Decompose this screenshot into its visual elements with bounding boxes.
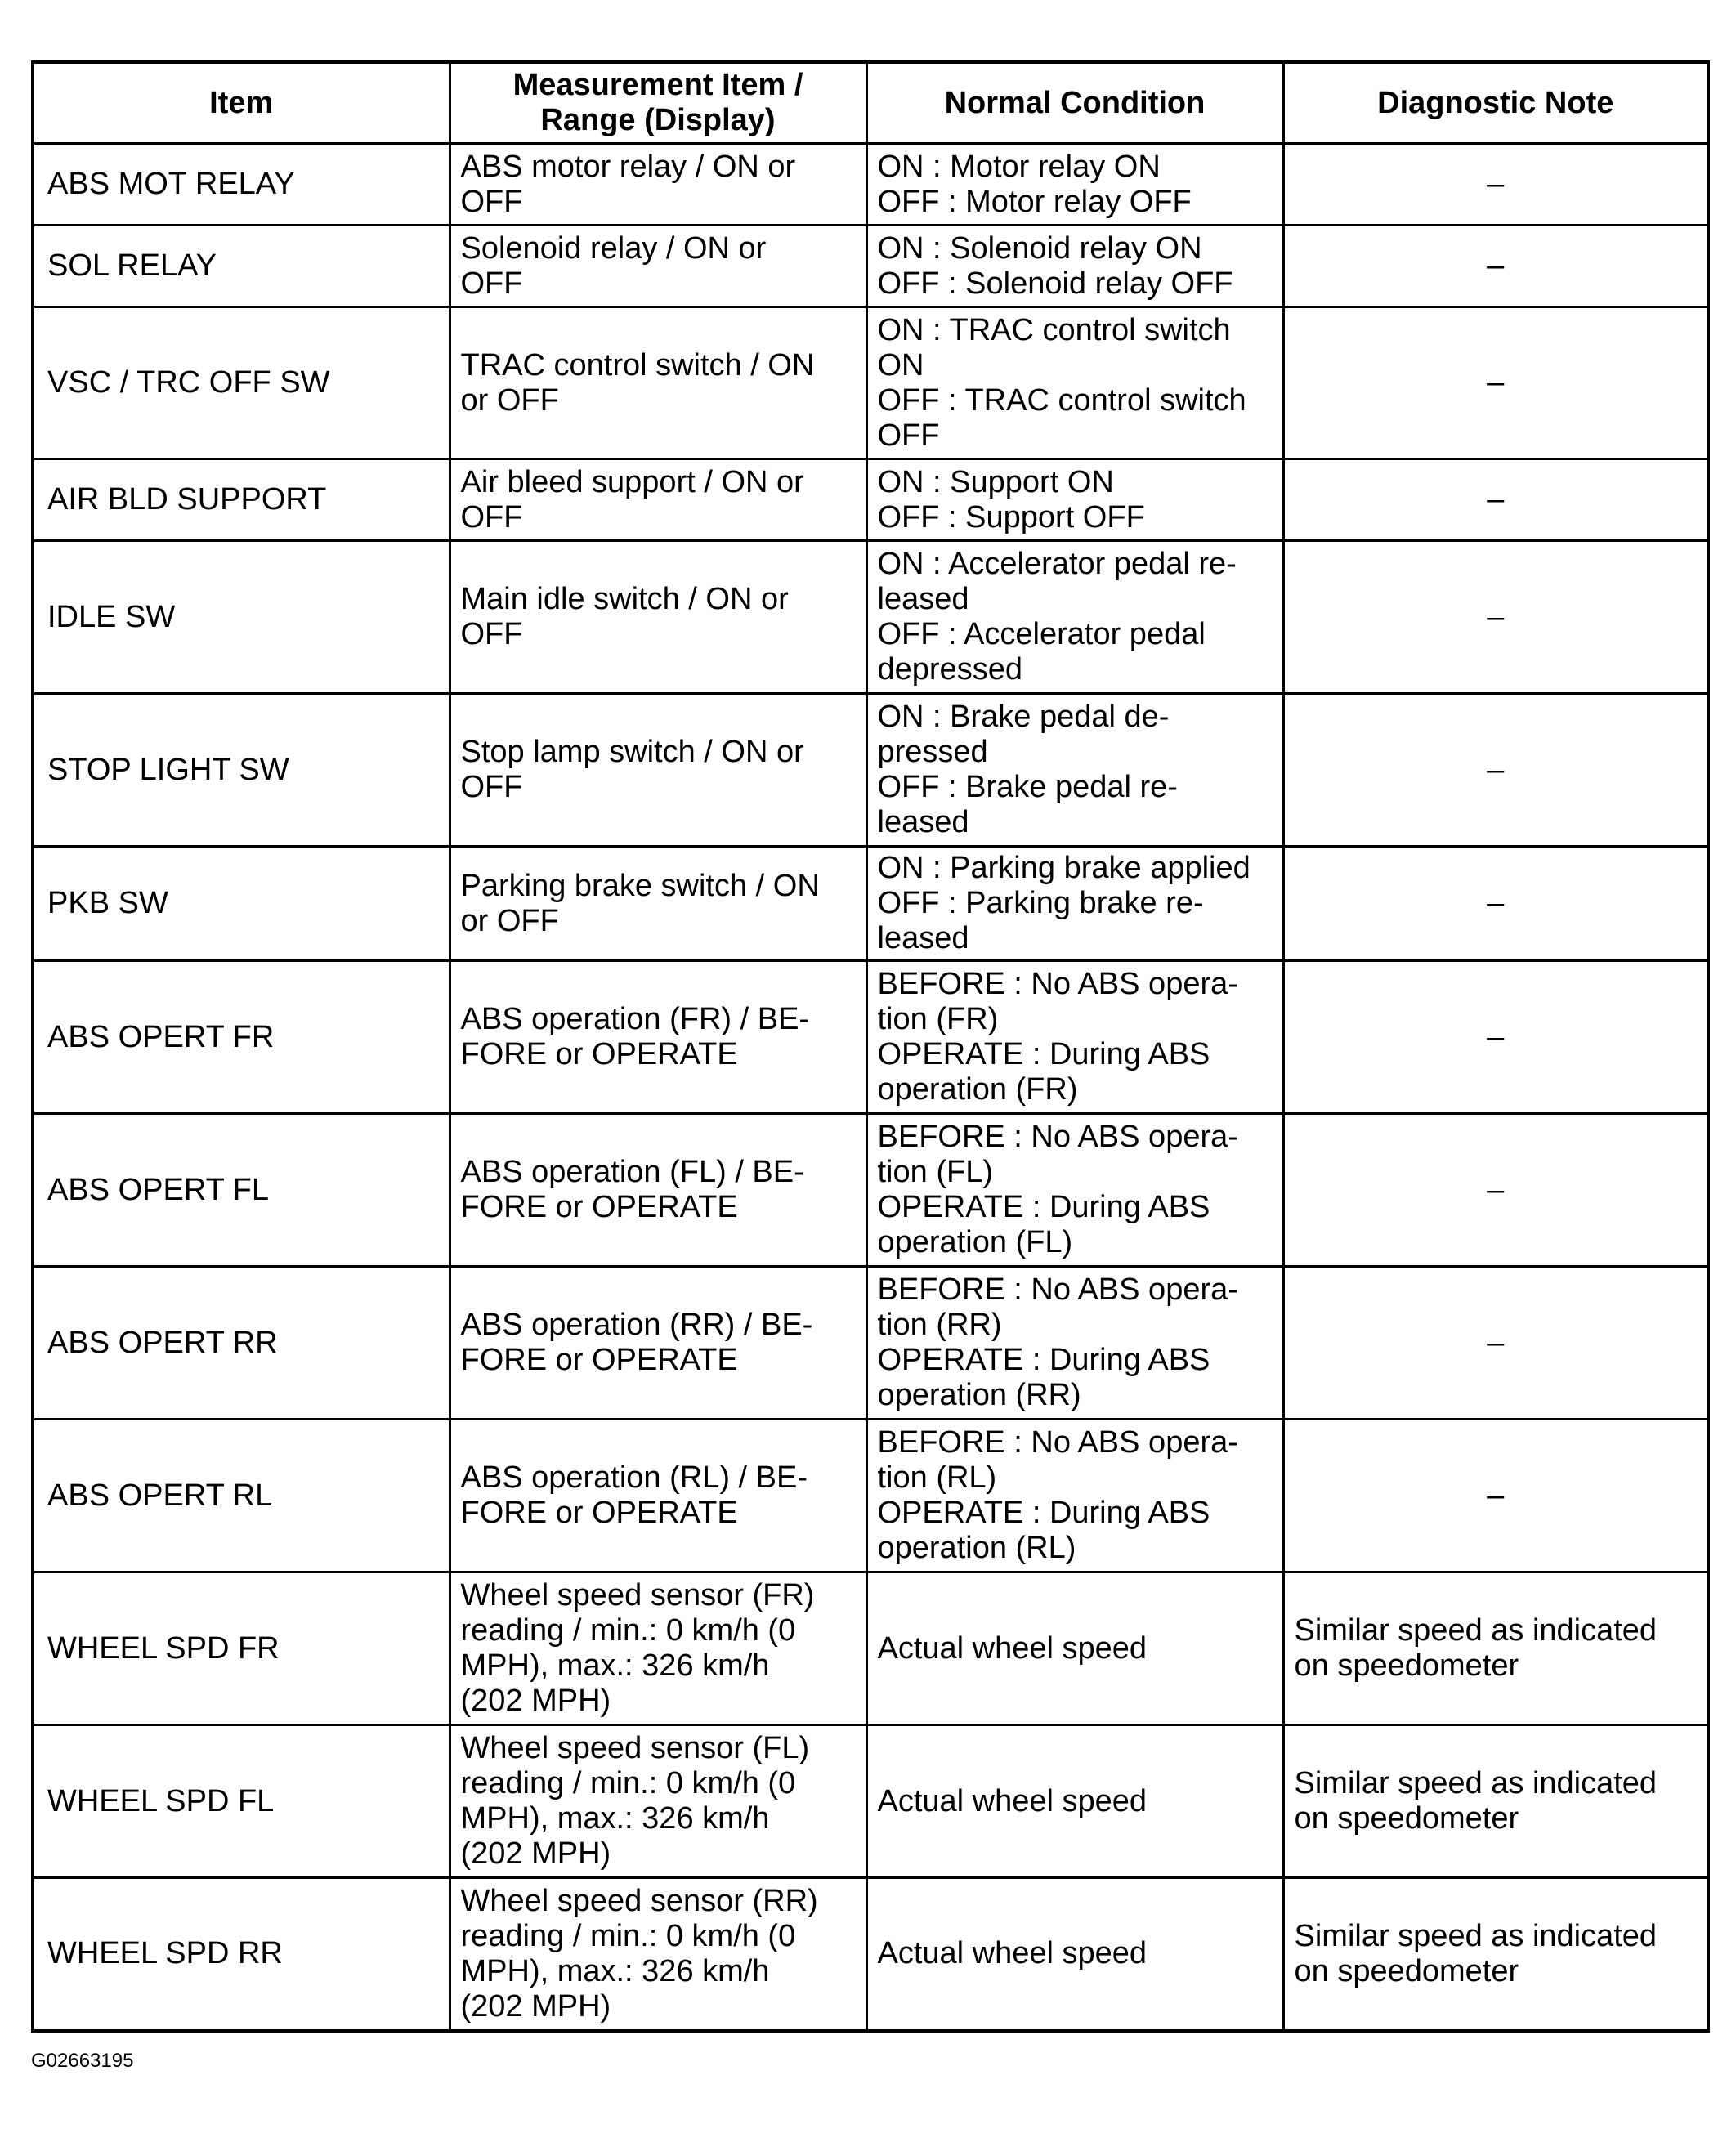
item-cell: WHEEL SPD FR <box>33 1572 450 1725</box>
figure-id: G02663195 <box>31 2050 134 2072</box>
diagnostic-note-cell: – <box>1283 144 1708 226</box>
item-cell: AIR BLD SUPPORT <box>33 459 450 541</box>
item-cell: ABS OPERT RL <box>33 1420 450 1572</box>
table-row <box>33 541 1708 694</box>
table-row <box>33 1878 1708 2031</box>
normal-condition-cell: Actual wheel speed <box>866 1878 1283 2031</box>
table-row <box>33 307 1708 459</box>
item-cell: SOL RELAY <box>33 226 450 307</box>
item-cell: WHEEL SPD RR <box>33 1878 450 2031</box>
diagnostic-note-cell: – <box>1283 226 1708 307</box>
diagnostic-note-cell: Similar speed as indicated on speedometer <box>1283 1572 1708 1725</box>
normal-condition-cell: BEFORE : No ABS opera- tion (RR) OPERATE : During ABS operation (RR) <box>866 1267 1283 1420</box>
measurement-cell: ABS operation (RR) / BE- FORE or OPERATE <box>450 1267 866 1420</box>
header-diagnostic-note: Diagnostic Note <box>1283 62 1708 144</box>
measurement-cell: Wheel speed sensor (FL) reading / min.: 0 km/h (0 MPH), max.: 326 km/h (202 MPH) <box>450 1725 866 1878</box>
table-row <box>33 226 1708 307</box>
item-cell: ABS OPERT FL <box>33 1114 450 1267</box>
header-normal-condition: Normal Condition <box>866 62 1283 144</box>
item-cell: ABS OPERT RR <box>33 1267 450 1420</box>
table-row <box>33 144 1708 226</box>
table-row <box>33 459 1708 541</box>
measurement-cell: ABS operation (FL) / BE- FORE or OPERATE <box>450 1114 866 1267</box>
measurement-cell: Air bleed support / ON or OFF <box>450 459 866 541</box>
normal-condition-cell: ON : Accelerator pedal re- leased OFF : Accelerator pedal depressed <box>866 541 1283 694</box>
measurement-cell: TRAC control switch / ON or OFF <box>450 307 866 459</box>
measurement-cell: ABS operation (RL) / BE- FORE or OPERATE <box>450 1420 866 1572</box>
diagnostic-note-cell: – <box>1283 1267 1708 1420</box>
diagnostic-note-cell: Similar speed as indicated on speedometer <box>1283 1725 1708 1878</box>
diagnostic-note-cell: Similar speed as indicated on speedometer <box>1283 1878 1708 2031</box>
table-row <box>33 694 1708 847</box>
item-cell: WHEEL SPD FL <box>33 1725 450 1878</box>
table-row <box>33 1420 1708 1572</box>
measurement-cell: Wheel speed sensor (RR) reading / min.: 0 km/h (0 MPH), max.: 326 km/h (202 MPH) <box>450 1878 866 2031</box>
item-cell: ABS OPERT FR <box>33 961 450 1114</box>
normal-condition-cell: BEFORE : No ABS opera- tion (FL) OPERATE : During ABS operation (FL) <box>866 1114 1283 1267</box>
normal-condition-cell: BEFORE : No ABS opera- tion (RL) OPERATE : During ABS operation (RL) <box>866 1420 1283 1572</box>
diagnostic-note-cell: – <box>1283 1114 1708 1267</box>
item-cell: ABS MOT RELAY <box>33 144 450 226</box>
measurement-cell: ABS motor relay / ON or OFF <box>450 144 866 226</box>
normal-condition-cell: ON : TRAC control switch ON OFF : TRAC control switch OFF <box>866 307 1283 459</box>
diagnostic-note-cell: – <box>1283 307 1708 459</box>
measurement-cell: ABS operation (FR) / BE- FORE or OPERATE <box>450 961 866 1114</box>
measurement-cell: Main idle switch / ON or OFF <box>450 541 866 694</box>
item-cell: IDLE SW <box>33 541 450 694</box>
item-cell: VSC / TRC OFF SW <box>33 307 450 459</box>
table-row <box>33 961 1708 1114</box>
measurement-cell: Stop lamp switch / ON or OFF <box>450 694 866 847</box>
data-list-table <box>31 60 1710 2033</box>
normal-condition-cell: Actual wheel speed <box>866 1572 1283 1725</box>
diagnostic-note-cell: – <box>1283 541 1708 694</box>
diagnostic-note-cell: – <box>1283 847 1708 961</box>
diagnostic-note-cell: – <box>1283 694 1708 847</box>
normal-condition-cell: Actual wheel speed <box>866 1725 1283 1878</box>
item-cell: PKB SW <box>33 847 450 961</box>
header-item: Item <box>33 62 450 144</box>
normal-condition-cell: ON : Brake pedal de- pressed OFF : Brake pedal re- leased <box>866 694 1283 847</box>
item-cell: STOP LIGHT SW <box>33 694 450 847</box>
table-row <box>33 1572 1708 1725</box>
normal-condition-cell: ON : Support ON OFF : Support OFF <box>866 459 1283 541</box>
measurement-cell: Wheel speed sensor (FR) reading / min.: 0 km/h (0 MPH), max.: 326 km/h (202 MPH) <box>450 1572 866 1725</box>
diagnostic-note-cell: – <box>1283 1420 1708 1572</box>
table-row <box>33 847 1708 961</box>
measurement-cell: Parking brake switch / ON or OFF <box>450 847 866 961</box>
header-measurement: Measurement Item / Range (Display) <box>450 62 866 144</box>
diagnostic-note-cell: – <box>1283 961 1708 1114</box>
diagnostic-note-cell: – <box>1283 459 1708 541</box>
measurement-cell: Solenoid relay / ON or OFF <box>450 226 866 307</box>
normal-condition-cell: BEFORE : No ABS opera- tion (FR) OPERATE : During ABS operation (FR) <box>866 961 1283 1114</box>
normal-condition-cell: ON : Motor relay ON OFF : Motor relay OFF <box>866 144 1283 226</box>
table-header-row <box>33 62 1708 144</box>
table-row <box>33 1114 1708 1267</box>
table-row <box>33 1725 1708 1878</box>
normal-condition-cell: ON : Solenoid relay ON OFF : Solenoid relay OFF <box>866 226 1283 307</box>
table-row <box>33 1267 1708 1420</box>
normal-condition-cell: ON : Parking brake applied OFF : Parking brake re- leased <box>866 847 1283 961</box>
